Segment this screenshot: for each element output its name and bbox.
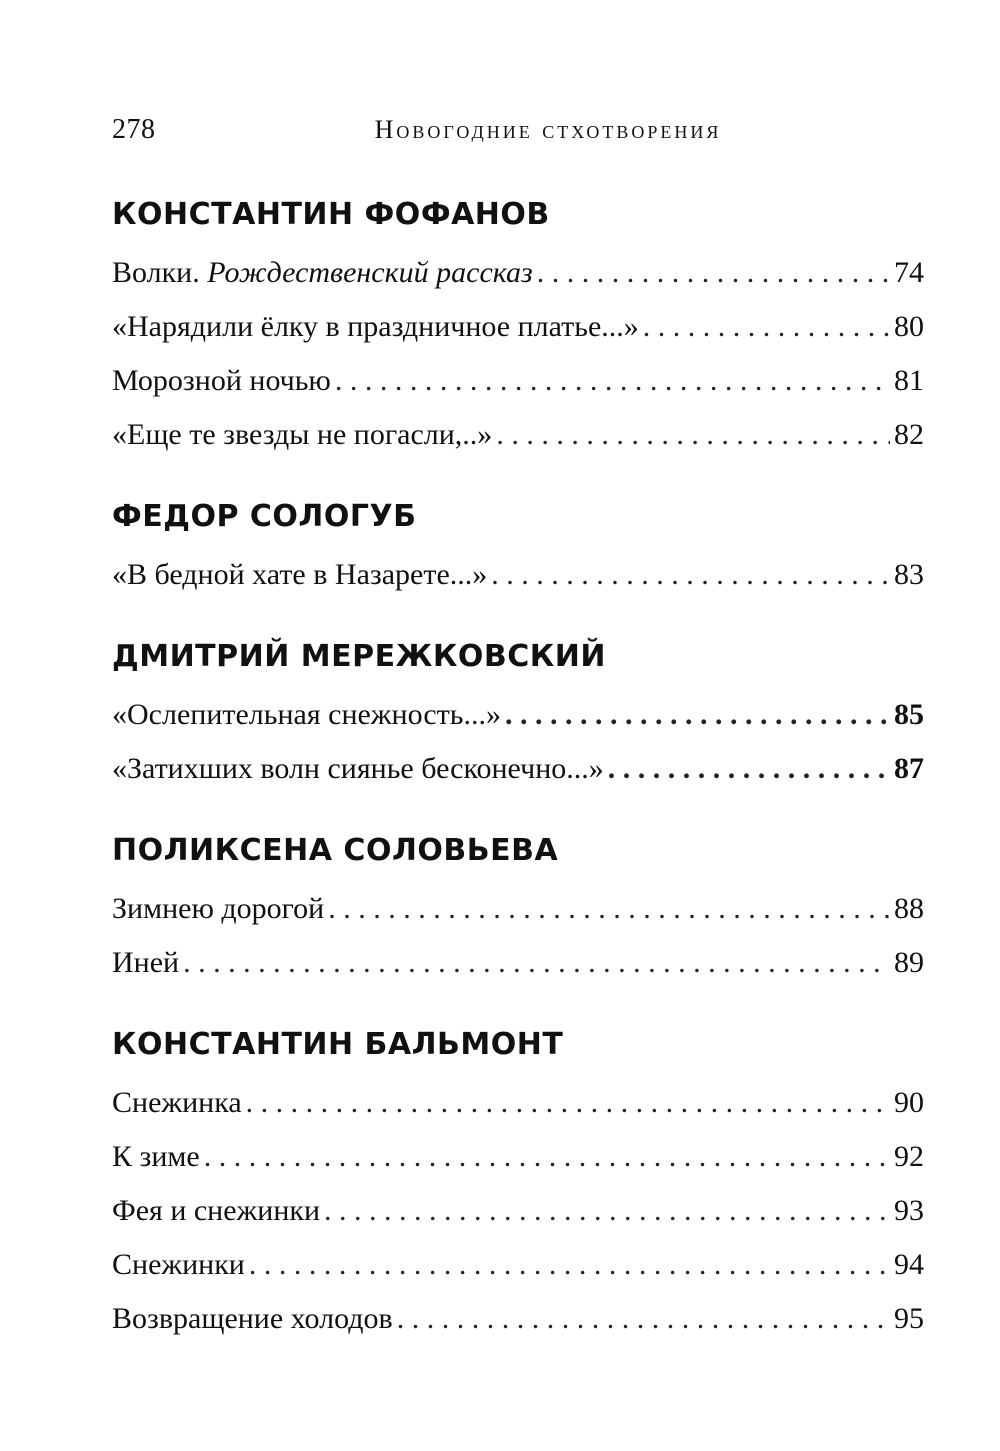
entry-page-number: 80 — [894, 310, 924, 343]
entry-page-number: 92 — [894, 1140, 924, 1173]
author-name: ДМИТРИЙ МЕРЕЖКОВСКИЙ — [112, 639, 606, 674]
entry-title: Фея и снежинки — [112, 1194, 321, 1227]
author-section — [112, 190, 924, 462]
entry-title: «В бедной хате в Назарете...» — [112, 558, 488, 591]
author-section — [112, 826, 924, 990]
dot-leader — [496, 408, 890, 462]
page-number: 278 — [112, 114, 156, 145]
dot-leader — [608, 742, 890, 796]
entry-page-number: 90 — [894, 1086, 924, 1119]
author-name: КОНСТАНТИН БАЛЬМОНТ — [112, 1027, 564, 1062]
toc-entry[interactable] — [112, 1292, 924, 1346]
entry-title: Иней — [112, 946, 180, 979]
toc-entry[interactable] — [112, 936, 924, 990]
dot-leader — [505, 688, 890, 742]
entry-title: Зимнею дорогой — [112, 892, 325, 925]
toc-entry[interactable] — [112, 548, 924, 602]
running-head — [112, 110, 924, 150]
entry-page-number: 88 — [894, 892, 924, 925]
dot-leader — [324, 1184, 890, 1238]
toc-entry[interactable] — [112, 882, 924, 936]
dot-leader — [204, 1130, 890, 1184]
table-of-contents — [112, 190, 924, 1376]
entry-title: «Затихших волн сиянье бесконечно...» — [112, 752, 604, 785]
author-section — [112, 632, 924, 796]
author-section — [112, 492, 924, 602]
author-name: ФЕДОР СОЛОГУБ — [112, 499, 417, 534]
entry-title: Волки. Рождественский рассказ — [112, 256, 533, 289]
toc-entry[interactable] — [112, 246, 924, 300]
entry-page-number: 82 — [894, 418, 924, 451]
dot-leader — [397, 1292, 890, 1346]
dot-leader — [246, 1076, 890, 1130]
entry-page-number: 81 — [894, 364, 924, 397]
entry-page-number: 83 — [894, 558, 924, 591]
entry-title: «Еще те звезды не погасли,..» — [112, 418, 493, 451]
dot-leader — [491, 548, 890, 602]
entry-title: Морозной ночью — [112, 364, 331, 397]
dot-leader — [183, 936, 890, 990]
toc-entry[interactable] — [112, 742, 924, 796]
toc-entry[interactable] — [112, 1238, 924, 1292]
author-name: ПОЛИКСЕНА СОЛОВЬЕВА — [112, 833, 559, 868]
toc-entry[interactable] — [112, 1184, 924, 1238]
dot-leader — [335, 354, 890, 408]
toc-entry[interactable] — [112, 354, 924, 408]
entry-title: Снежинки — [112, 1248, 245, 1281]
entry-title: «Ослепительная снежность...» — [112, 698, 501, 731]
entry-title: «Нарядили ёлку в праздничное платье...» — [112, 310, 639, 343]
toc-entry[interactable] — [112, 408, 924, 462]
entry-title: К зиме — [112, 1140, 200, 1173]
dot-leader — [328, 882, 890, 936]
entry-page-number: 74 — [894, 256, 924, 289]
author-name: КОНСТАНТИН ФОФАНОВ — [112, 197, 550, 232]
entry-page-number: 89 — [894, 946, 924, 979]
entry-page-number: 85 — [894, 698, 924, 731]
entry-title: Снежинка — [112, 1086, 242, 1119]
toc-entry[interactable] — [112, 1130, 924, 1184]
entry-subtitle: Рождественский рассказ — [207, 256, 533, 289]
book-title: Новогодние стхотворения — [374, 115, 722, 144]
entry-page-number: 94 — [894, 1248, 924, 1281]
entry-page-number: 93 — [894, 1194, 924, 1227]
entry-page-number: 87 — [894, 752, 924, 785]
dot-leader — [643, 300, 890, 354]
entry-page-number: 95 — [894, 1302, 924, 1335]
entry-title: Возвращение холодов — [112, 1302, 393, 1335]
toc-entry[interactable] — [112, 1076, 924, 1130]
dot-leader — [537, 246, 890, 300]
dot-leader — [249, 1238, 890, 1292]
toc-entry[interactable] — [112, 300, 924, 354]
toc-entry[interactable] — [112, 688, 924, 742]
author-section — [112, 1020, 924, 1346]
